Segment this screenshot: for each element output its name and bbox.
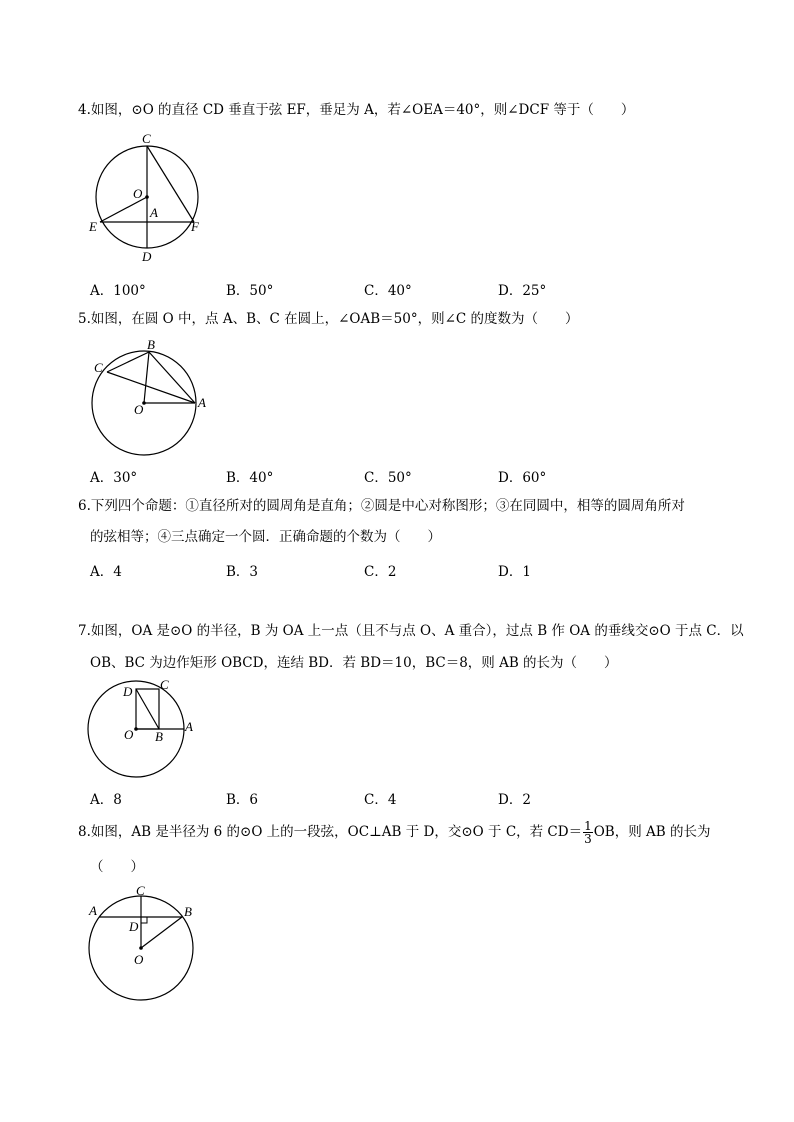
q7-label-c: C xyxy=(160,677,169,692)
q6-stem-line1: 6.下列四个命题：①直径所对的圆周角是直角；②圆是中心对称图形；③在同圆中，相等的圆周角所对 xyxy=(78,498,685,514)
q4-stem: 4.如图，⊙O 的直径 CD 垂直于弦 EF，垂足为 A，若∠OEA＝40°，则∠DCF 等于（ ） xyxy=(78,102,635,118)
q8-label-d: D xyxy=(129,919,139,934)
q4-label-c: C xyxy=(142,131,151,146)
q4-center-dot xyxy=(145,195,149,199)
q8-fraction-denominator: 3 xyxy=(584,832,592,846)
q4-label-a: A xyxy=(150,205,158,220)
q8-stem-line2: （ ） xyxy=(90,859,144,875)
q5-option-d[interactable]: D．60° xyxy=(498,470,547,486)
q7-center-dot xyxy=(134,727,138,731)
q5-option-a[interactable]: A．30° xyxy=(90,470,138,486)
q4-option-a[interactable]: A．100° xyxy=(90,283,146,299)
q7-label-d: D xyxy=(123,684,133,699)
q7-label-a: A xyxy=(185,719,193,734)
q8-label-c: C xyxy=(136,884,145,898)
q6-option-b[interactable]: B．3 xyxy=(226,564,259,580)
q8-stem-part1: 8.如图，AB 是半径为 6 的⊙O 上的一段弦，OC⊥AB 于 D，交⊙O 于 C，若 CD＝ xyxy=(78,824,583,840)
q8-center-dot xyxy=(139,946,143,950)
q4-option-b[interactable]: B．50° xyxy=(226,283,274,299)
q5-option-c[interactable]: C．50° xyxy=(364,470,412,486)
q8-fraction xyxy=(583,820,593,845)
q7-option-b[interactable]: B．6 xyxy=(226,792,259,808)
q4-option-c[interactable]: C．40° xyxy=(364,283,412,299)
q7-label-b: B xyxy=(155,729,163,744)
q5-label-o: O xyxy=(134,402,144,417)
q7-segment-bd xyxy=(136,689,159,729)
q5-label-b: B xyxy=(147,337,155,352)
q7-option-a[interactable]: A．8 xyxy=(90,792,122,808)
q4-figure xyxy=(86,128,216,266)
q4-label-d: D xyxy=(142,249,152,264)
q8-label-a: A xyxy=(89,903,97,918)
q7-stem-line2: OB、BC 为边作矩形 OBCD，连结 BD．若 BD＝10，BC＝8，则 AB 的长为（ ） xyxy=(90,655,618,671)
q6-option-a[interactable]: A．4 xyxy=(90,564,122,580)
q6-stem-line2: 的弦相等；④三点确定一个圆．正确命题的个数为（ ） xyxy=(90,529,441,545)
q6-option-c[interactable]: C．2 xyxy=(364,564,397,580)
q5-stem: 5.如图，在圆 O 中，点 A、B、C 在圆上，∠OAB＝50°，则∠C 的度数为（ ） xyxy=(78,311,579,327)
q6-option-d[interactable]: D．1 xyxy=(498,564,531,580)
q8-figure xyxy=(86,884,206,1004)
q8-right-angle-mark xyxy=(141,917,147,923)
q7-option-d[interactable]: D．2 xyxy=(498,792,531,808)
q7-stem-line1: 7.如图，OA 是⊙O 的半径，B 为 OA 上一点（且不与点 O、A 重合），过点 B 作 OA 的垂线交⊙O 于点 C．以 xyxy=(78,623,744,639)
q7-option-c[interactable]: C．4 xyxy=(364,792,397,808)
q5-label-c: C xyxy=(94,360,103,375)
q7-label-o: O xyxy=(124,727,134,742)
q8-label-o: O xyxy=(134,952,144,967)
q5-segment-cb xyxy=(107,352,149,372)
q8-stem-part2: OB，则 AB 的长为 xyxy=(593,824,711,840)
q5-label-a: A xyxy=(198,395,206,410)
q8-label-b: B xyxy=(184,904,192,919)
q5-option-b[interactable]: B．40° xyxy=(226,470,274,486)
q8-fraction-numerator: 1 xyxy=(584,819,592,833)
q4-option-d[interactable]: D．25° xyxy=(498,283,547,299)
q4-label-e: E xyxy=(89,219,97,234)
q8-stem-line1 xyxy=(78,820,710,845)
q7-figure xyxy=(86,676,202,786)
q4-label-f: F xyxy=(191,219,199,234)
q4-label-o: O xyxy=(133,186,143,201)
q5-figure xyxy=(88,336,214,462)
q5-segment-bo xyxy=(144,352,149,403)
